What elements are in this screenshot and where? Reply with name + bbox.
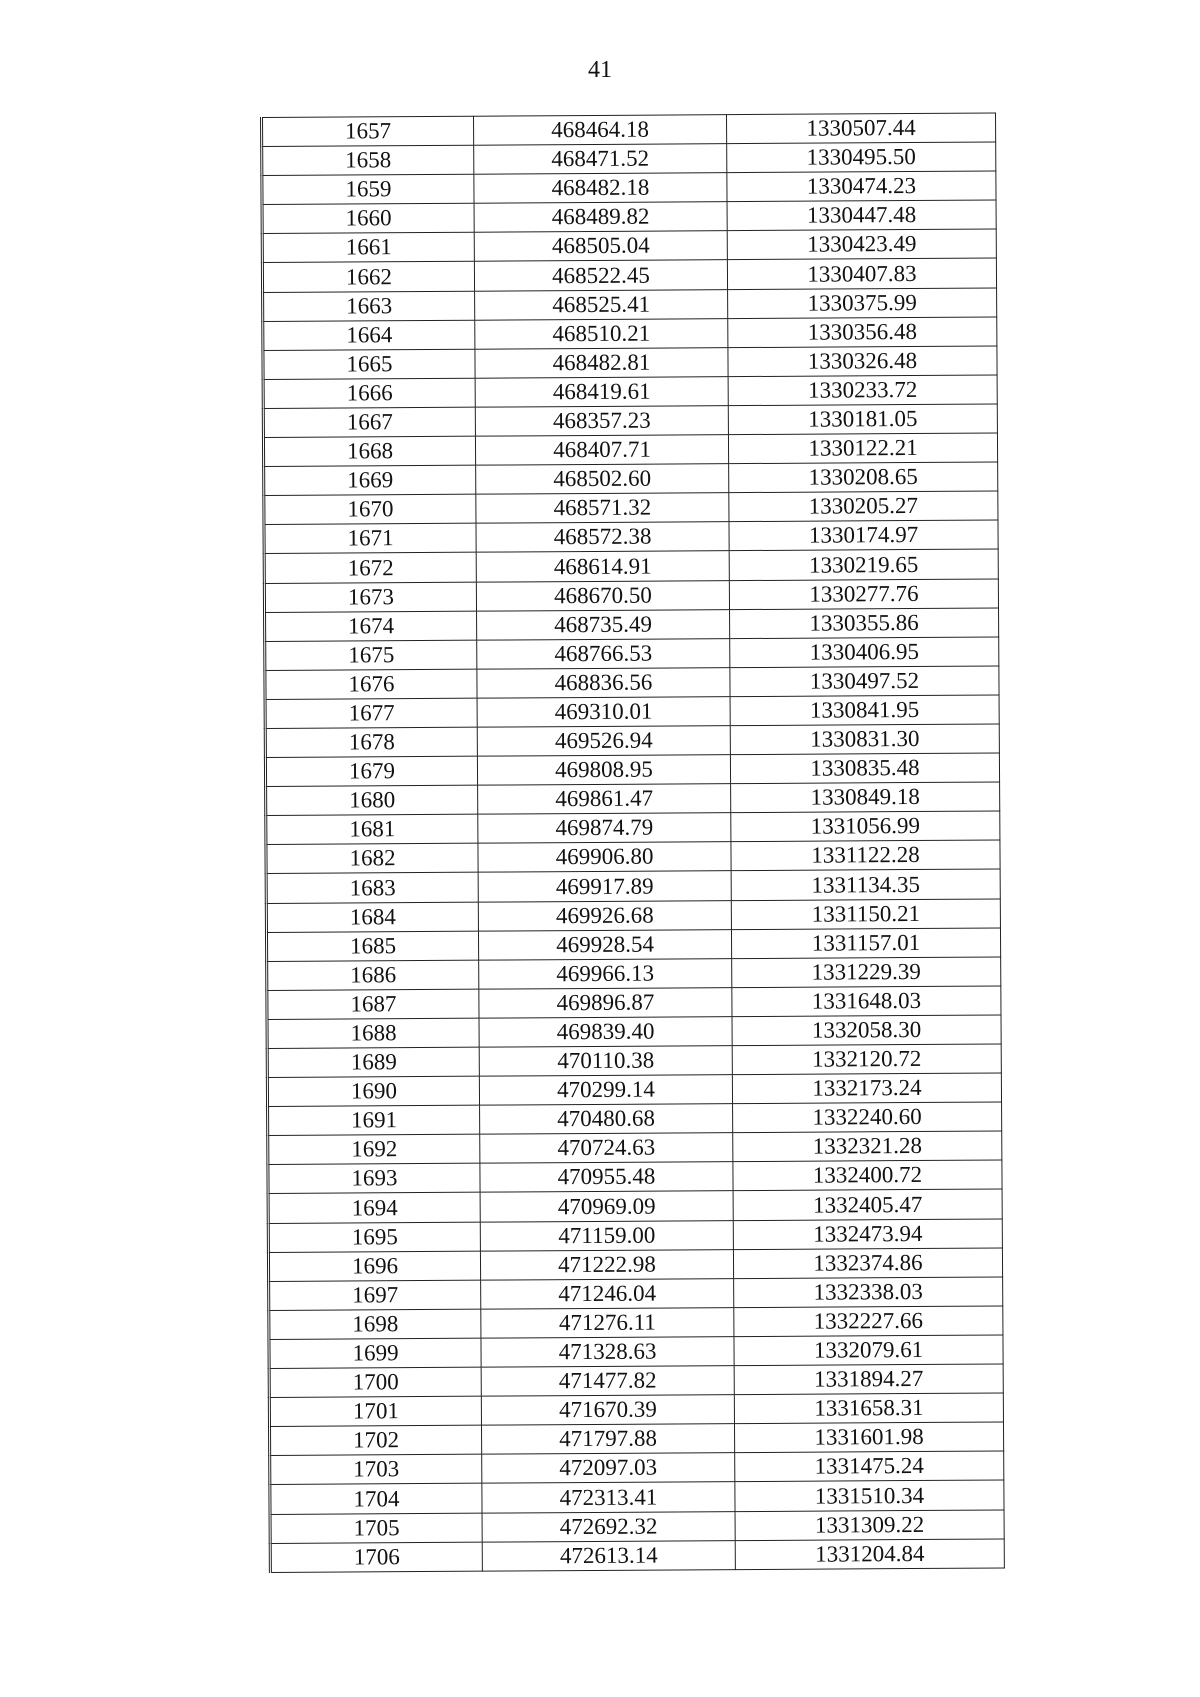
y-coordinate-cell: 1331122.28 (731, 840, 1000, 871)
point-number-cell: 1672 (264, 553, 476, 583)
x-coordinate-cell: 469526.94 (477, 726, 730, 757)
x-coordinate-cell: 471477.82 (481, 1366, 734, 1397)
point-number-cell: 1703 (270, 1454, 482, 1484)
point-number-cell: 1659 (262, 174, 474, 204)
y-coordinate-cell: 1330122.21 (728, 433, 997, 464)
x-coordinate-cell: 468357.23 (475, 406, 728, 437)
point-number-cell: 1671 (264, 524, 476, 554)
point-number-cell: 1705 (270, 1513, 482, 1543)
table-row (270, 1451, 1004, 1485)
y-coordinate-cell: 1332321.28 (733, 1131, 1002, 1162)
y-coordinate-cell: 1330835.48 (730, 753, 999, 784)
y-coordinate-cell: 1332079.61 (734, 1335, 1003, 1366)
table-row (267, 1044, 1001, 1078)
table-row (270, 1480, 1004, 1514)
x-coordinate-cell: 471222.98 (480, 1249, 733, 1280)
y-coordinate-cell: 1330326.48 (728, 346, 997, 377)
x-coordinate-cell: 468482.18 (474, 173, 727, 204)
x-coordinate-cell: 471246.04 (481, 1278, 734, 1309)
point-number-cell: 1686 (267, 960, 479, 990)
x-coordinate-cell: 468836.56 (477, 667, 730, 698)
y-coordinate-cell: 1331056.99 (731, 811, 1000, 842)
x-coordinate-cell: 468502.60 (476, 464, 729, 495)
x-coordinate-cell: 469917.89 (478, 871, 731, 902)
point-number-cell: 1690 (267, 1076, 479, 1106)
point-number-cell: 1697 (269, 1280, 481, 1310)
table-row (266, 899, 1000, 933)
y-coordinate-cell: 1330474.23 (727, 171, 996, 202)
x-coordinate-cell: 468510.21 (475, 318, 728, 349)
x-coordinate-cell: 470955.48 (480, 1162, 733, 1193)
point-number-cell: 1681 (266, 814, 478, 844)
x-coordinate-cell: 471159.00 (480, 1220, 733, 1251)
table-row (267, 1015, 1001, 1049)
coordinates-table-body (262, 113, 1005, 1572)
table-row (263, 317, 997, 351)
point-number-cell: 1664 (263, 320, 475, 350)
point-number-cell: 1688 (267, 1018, 479, 1048)
x-coordinate-cell: 469839.40 (479, 1017, 732, 1048)
point-number-cell: 1676 (265, 669, 477, 699)
table-row (266, 811, 1000, 845)
table-row (265, 608, 999, 642)
table-row (266, 928, 1000, 962)
table-row (268, 1189, 1002, 1223)
table-row (263, 433, 997, 467)
x-coordinate-cell: 468505.04 (474, 231, 727, 262)
point-number-cell: 1661 (262, 233, 474, 263)
y-coordinate-cell: 1330447.48 (727, 200, 996, 231)
table-row (265, 724, 999, 758)
y-coordinate-cell: 1330277.76 (729, 578, 998, 609)
table-row (269, 1277, 1003, 1311)
y-coordinate-cell: 1331510.34 (735, 1480, 1004, 1511)
x-coordinate-cell: 471797.88 (481, 1424, 734, 1455)
table-row (262, 142, 996, 176)
table-row (267, 986, 1001, 1020)
y-coordinate-cell: 1330407.83 (727, 258, 996, 289)
x-coordinate-cell: 470299.14 (479, 1075, 732, 1106)
table-row (262, 229, 996, 263)
x-coordinate-cell: 468571.32 (476, 493, 729, 524)
x-coordinate-cell: 470969.09 (480, 1191, 733, 1222)
table-row (263, 375, 997, 409)
point-number-cell: 1706 (270, 1542, 482, 1572)
point-number-cell: 1701 (269, 1396, 481, 1426)
table-row (268, 1248, 1002, 1282)
x-coordinate-cell: 471670.39 (481, 1395, 734, 1426)
point-number-cell: 1679 (265, 756, 477, 786)
x-coordinate-cell: 468489.82 (474, 202, 727, 233)
y-coordinate-cell: 1332058.30 (732, 1015, 1001, 1046)
table-row (269, 1364, 1003, 1398)
table-row (264, 520, 998, 554)
y-coordinate-cell: 1331309.22 (735, 1509, 1004, 1540)
y-coordinate-cell: 1332120.72 (732, 1044, 1001, 1075)
x-coordinate-cell: 469874.79 (478, 813, 731, 844)
y-coordinate-cell: 1330208.65 (729, 462, 998, 493)
point-number-cell: 1700 (269, 1367, 481, 1397)
y-coordinate-cell: 1332227.66 (734, 1306, 1003, 1337)
y-coordinate-cell: 1330233.72 (728, 375, 997, 406)
y-coordinate-cell: 1330205.27 (729, 491, 998, 522)
y-coordinate-cell: 1330423.49 (727, 229, 996, 260)
table-row (266, 782, 1000, 816)
table-row (269, 1306, 1003, 1340)
x-coordinate-cell: 469966.13 (479, 958, 732, 989)
x-coordinate-cell: 468766.53 (477, 638, 730, 669)
x-coordinate-cell: 471328.63 (481, 1337, 734, 1368)
point-number-cell: 1699 (269, 1338, 481, 1368)
point-number-cell: 1689 (267, 1047, 479, 1077)
x-coordinate-cell: 470110.38 (479, 1046, 732, 1077)
x-coordinate-cell: 468471.52 (474, 144, 727, 175)
y-coordinate-cell: 1330849.18 (731, 782, 1000, 813)
y-coordinate-cell: 1331601.98 (734, 1422, 1003, 1453)
point-number-cell: 1698 (269, 1309, 481, 1339)
point-number-cell: 1695 (268, 1222, 480, 1252)
x-coordinate-cell: 468522.45 (474, 260, 727, 291)
x-coordinate-cell: 468419.61 (475, 376, 728, 407)
point-number-cell: 1669 (264, 465, 476, 495)
y-coordinate-cell: 1332374.86 (733, 1248, 1002, 1279)
y-coordinate-cell: 1332240.60 (733, 1102, 1002, 1133)
table-row (262, 258, 996, 292)
x-coordinate-cell: 469310.01 (477, 697, 730, 728)
table-row (268, 1102, 1002, 1136)
x-coordinate-cell: 468670.50 (476, 580, 729, 611)
x-coordinate-cell: 469928.54 (478, 929, 731, 960)
x-coordinate-cell: 470480.68 (480, 1104, 733, 1135)
table-row (264, 578, 998, 612)
point-number-cell: 1665 (263, 349, 475, 379)
table-row (270, 1539, 1004, 1573)
table-row (267, 1073, 1001, 1107)
x-coordinate-cell: 469906.80 (478, 842, 731, 873)
point-number-cell: 1673 (264, 582, 476, 612)
y-coordinate-cell: 1330831.30 (730, 724, 999, 755)
y-coordinate-cell: 1331648.03 (732, 986, 1001, 1017)
x-coordinate-cell: 468735.49 (477, 609, 730, 640)
table-row (265, 753, 999, 787)
coordinates-table (260, 113, 1005, 1573)
point-number-cell: 1691 (268, 1105, 480, 1135)
x-coordinate-cell: 472692.32 (482, 1511, 735, 1542)
table-row (262, 200, 996, 234)
x-coordinate-cell: 469861.47 (478, 784, 731, 815)
x-coordinate-cell: 472613.14 (482, 1540, 735, 1571)
x-coordinate-cell: 472313.41 (482, 1482, 735, 1513)
x-coordinate-cell: 468614.91 (476, 551, 729, 582)
y-coordinate-cell: 1330507.44 (726, 113, 995, 144)
table-row (264, 462, 998, 496)
x-coordinate-cell: 468572.38 (476, 522, 729, 553)
point-number-cell: 1666 (263, 378, 475, 408)
x-coordinate-cell: 469926.68 (478, 900, 731, 931)
point-number-cell: 1657 (262, 116, 474, 146)
y-coordinate-cell: 1331229.39 (732, 957, 1001, 988)
point-number-cell: 1660 (262, 203, 474, 233)
table-row (270, 1509, 1004, 1543)
y-coordinate-cell: 1330375.99 (728, 288, 997, 319)
table-row (263, 346, 997, 380)
y-coordinate-cell: 1330841.95 (730, 695, 999, 726)
point-number-cell: 1692 (268, 1134, 480, 1164)
table-row (264, 549, 998, 583)
y-coordinate-cell: 1332473.94 (733, 1219, 1002, 1250)
y-coordinate-cell: 1331475.24 (735, 1451, 1004, 1482)
y-coordinate-cell: 1330497.52 (730, 666, 999, 697)
y-coordinate-cell: 1330181.05 (728, 404, 997, 435)
point-number-cell: 1674 (265, 611, 477, 641)
point-number-cell: 1684 (266, 902, 478, 932)
table-row (264, 491, 998, 525)
x-coordinate-cell: 469808.95 (477, 755, 730, 786)
table-row (270, 1422, 1004, 1456)
y-coordinate-cell: 1332338.03 (734, 1277, 1003, 1308)
point-number-cell: 1702 (270, 1425, 482, 1455)
table-row (266, 869, 1000, 903)
point-number-cell: 1663 (263, 291, 475, 321)
table-row (263, 404, 997, 438)
table-row (262, 113, 996, 147)
point-number-cell: 1658 (262, 145, 474, 175)
point-number-cell: 1693 (268, 1164, 480, 1194)
y-coordinate-cell: 1331134.35 (731, 869, 1000, 900)
y-coordinate-cell: 1330406.95 (730, 637, 999, 668)
y-coordinate-cell: 1332400.72 (733, 1160, 1002, 1191)
point-number-cell: 1694 (268, 1193, 480, 1223)
table-row (265, 695, 999, 729)
y-coordinate-cell: 1330495.50 (727, 142, 996, 173)
y-coordinate-cell: 1330356.48 (728, 317, 997, 348)
point-number-cell: 1687 (267, 989, 479, 1019)
table-row (267, 957, 1001, 991)
table-row (268, 1219, 1002, 1253)
page-number: 41 (588, 57, 612, 83)
point-number-cell: 1667 (263, 407, 475, 437)
y-coordinate-cell: 1331658.31 (734, 1393, 1003, 1424)
y-coordinate-cell: 1331204.84 (735, 1539, 1004, 1570)
point-number-cell: 1683 (266, 873, 478, 903)
point-number-cell: 1678 (265, 727, 477, 757)
y-coordinate-cell: 1330174.97 (729, 520, 998, 551)
table-row (269, 1393, 1003, 1427)
y-coordinate-cell: 1330355.86 (730, 608, 999, 639)
point-number-cell: 1682 (266, 844, 478, 874)
table-row (265, 666, 999, 700)
point-number-cell: 1696 (268, 1251, 480, 1281)
x-coordinate-cell: 468482.81 (475, 347, 728, 378)
table-row (266, 840, 1000, 874)
x-coordinate-cell: 471276.11 (481, 1307, 734, 1338)
table-row (263, 288, 997, 322)
y-coordinate-cell: 1332173.24 (732, 1073, 1001, 1104)
point-number-cell: 1685 (266, 931, 478, 961)
table-row (268, 1131, 1002, 1165)
table-row (268, 1160, 1002, 1194)
point-number-cell: 1675 (265, 640, 477, 670)
y-coordinate-cell: 1331150.21 (731, 899, 1000, 930)
x-coordinate-cell: 470724.63 (480, 1133, 733, 1164)
y-coordinate-cell: 1331894.27 (734, 1364, 1003, 1395)
table-row (265, 637, 999, 671)
x-coordinate-cell: 468464.18 (473, 115, 726, 146)
point-number-cell: 1662 (262, 262, 474, 292)
table-row (262, 171, 996, 205)
point-number-cell: 1704 (270, 1484, 482, 1514)
y-coordinate-cell: 1331157.01 (731, 928, 1000, 959)
x-coordinate-cell: 468407.71 (475, 435, 728, 466)
point-number-cell: 1670 (264, 494, 476, 524)
point-number-cell: 1680 (266, 785, 478, 815)
x-coordinate-cell: 468525.41 (475, 289, 728, 320)
point-number-cell: 1668 (263, 436, 475, 466)
y-coordinate-cell: 1332405.47 (733, 1189, 1002, 1220)
x-coordinate-cell: 469896.87 (479, 987, 732, 1018)
y-coordinate-cell: 1330219.65 (729, 549, 998, 580)
x-coordinate-cell: 472097.03 (482, 1453, 735, 1484)
table-row (269, 1335, 1003, 1369)
point-number-cell: 1677 (265, 698, 477, 728)
